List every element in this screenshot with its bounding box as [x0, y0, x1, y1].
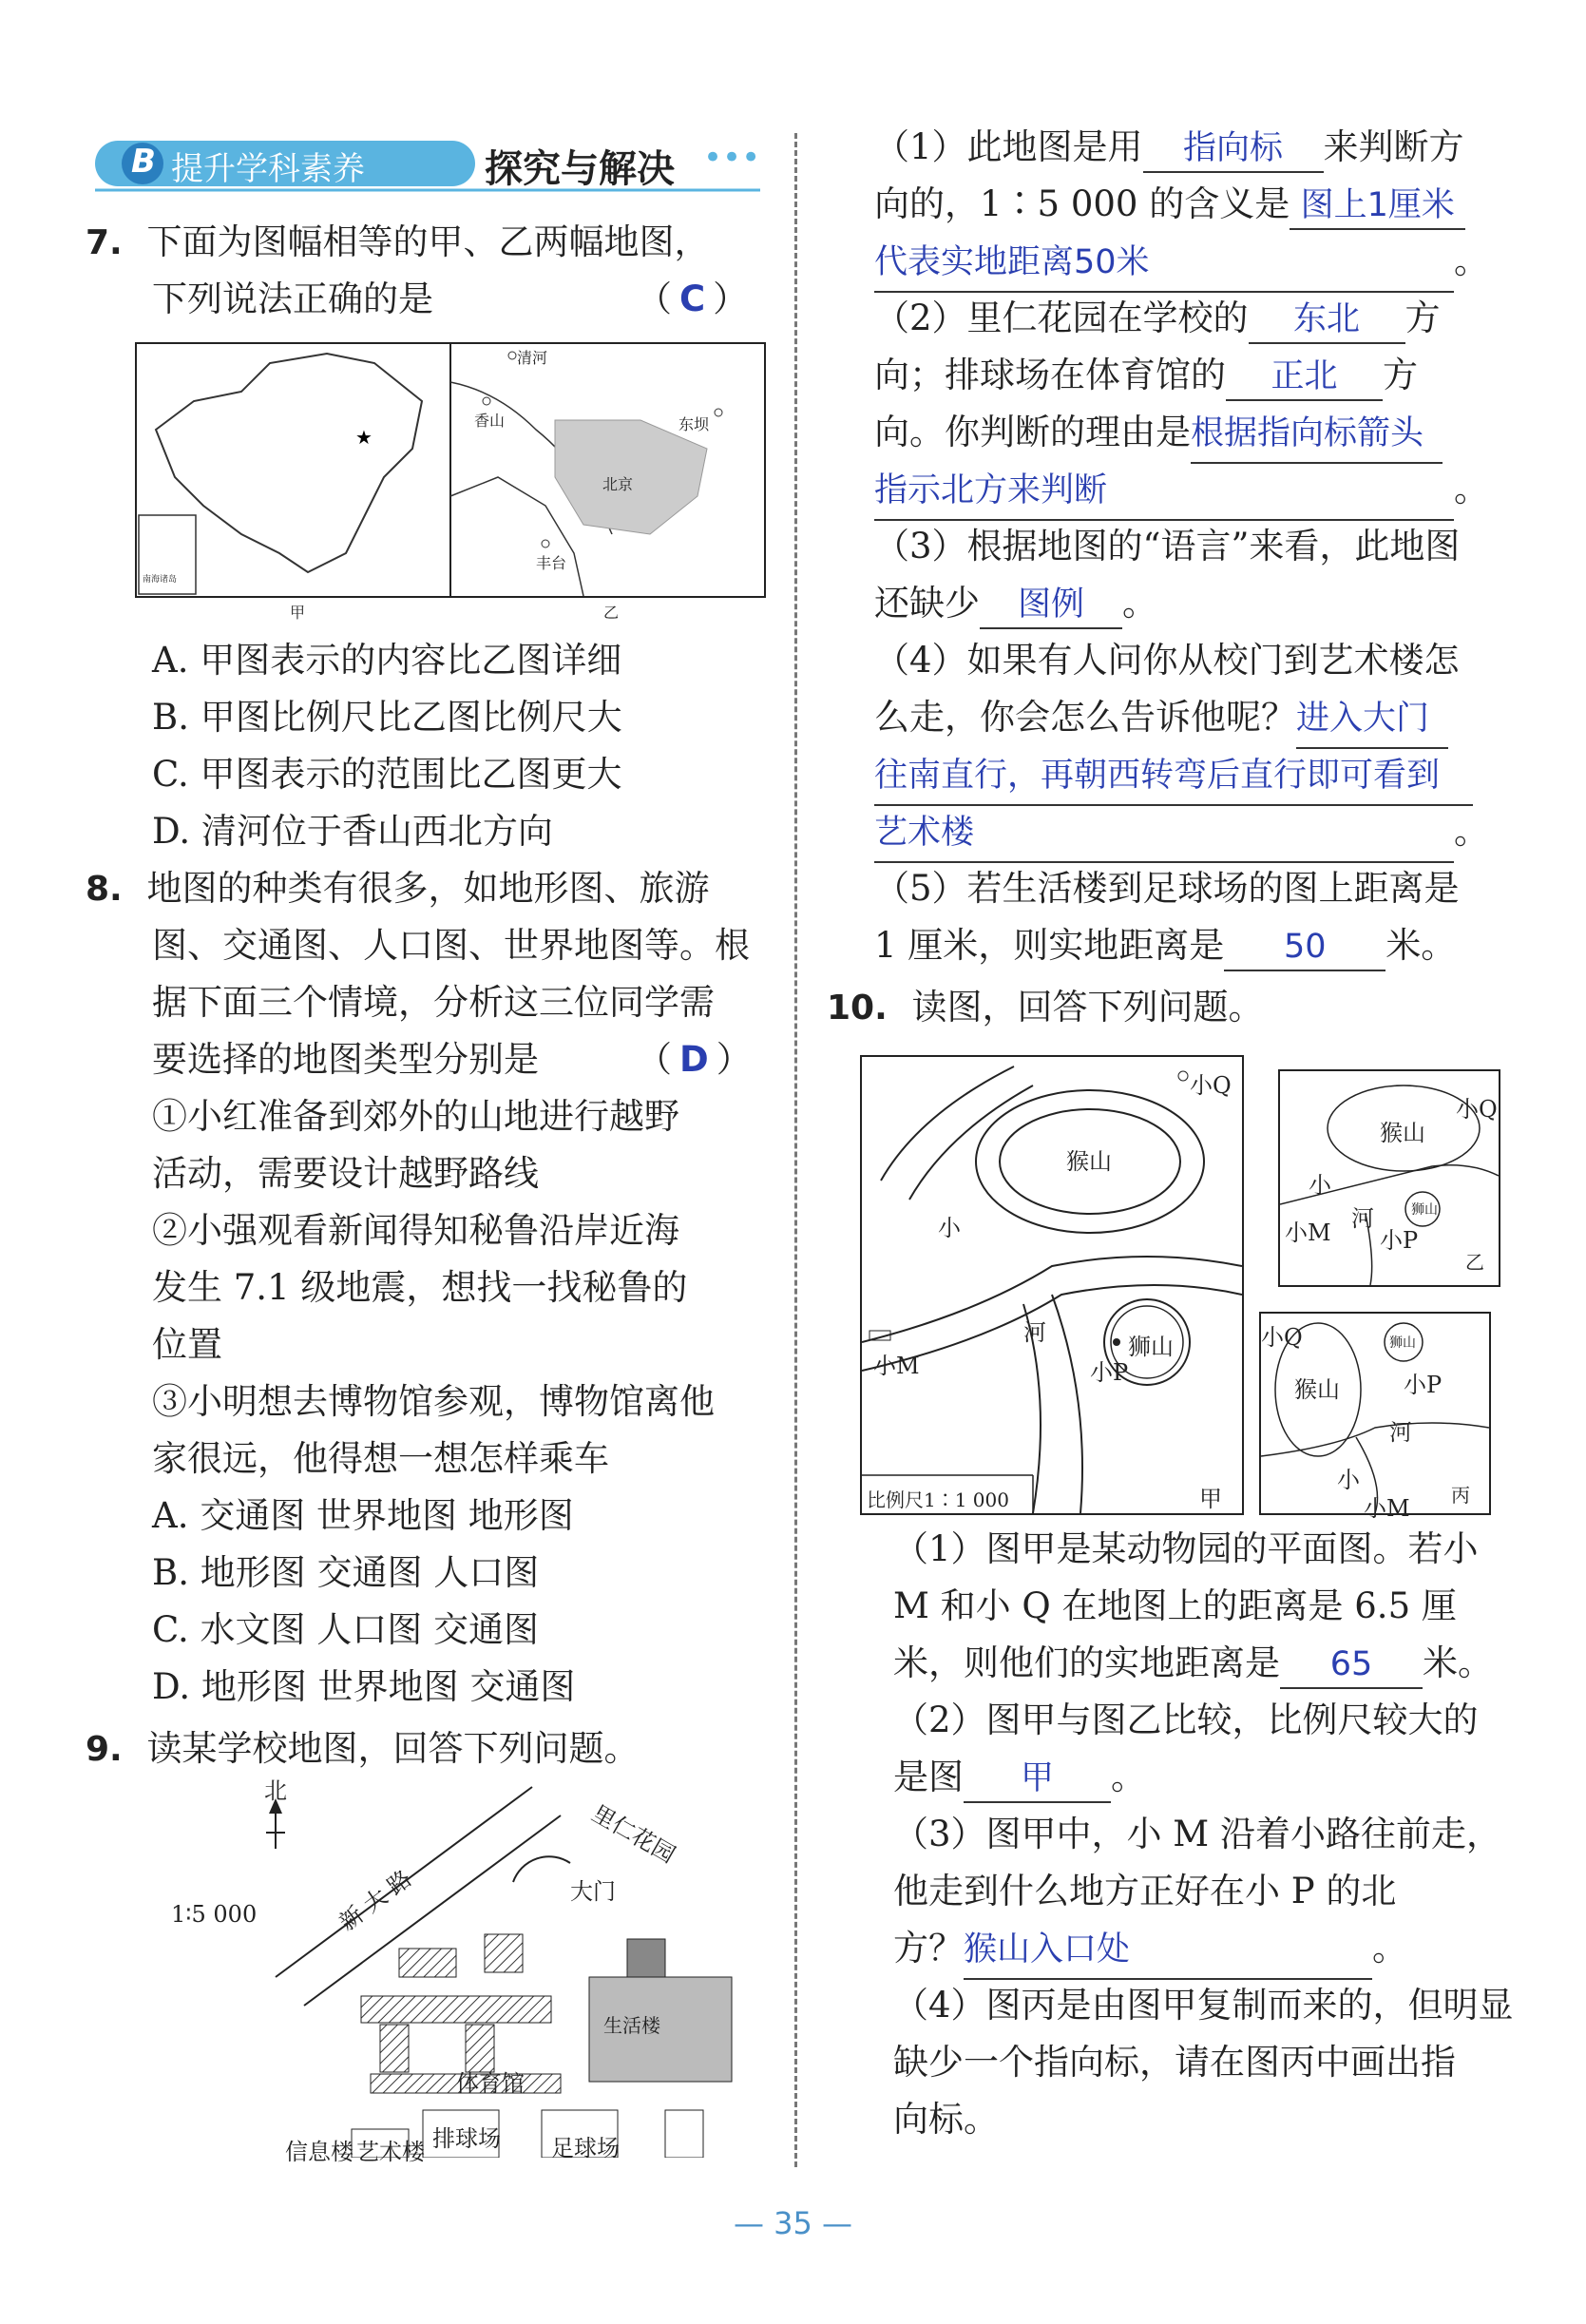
svg-text:★: ★ [355, 426, 373, 449]
q7-option-a: A. 甲图表示的内容比乙图详细 [152, 640, 622, 681]
q7-answer-paren [637, 271, 748, 328]
q10-yi-xiaop: 小P [1380, 1227, 1419, 1254]
q9-p3-answer: 图例 [980, 582, 1122, 629]
q10-p1-answer: 65 [1280, 1642, 1423, 1689]
paren-open: （ [637, 1039, 672, 1080]
q10-p1-text-d: 米。 [1423, 1642, 1493, 1683]
q10-map-jia-graphic [862, 1057, 1242, 1513]
q8-option-b: B. 地形图 交通图 人口图 [152, 1552, 540, 1593]
q7-answer: C [679, 278, 706, 319]
q9-p2-text-c: 向；排球场在体育馆的 [874, 355, 1226, 395]
q7-stem-line1 [86, 214, 710, 272]
q9-p1-answer2b: 代表实地距离50米 [874, 234, 1454, 293]
paren-close: ） [716, 1039, 752, 1080]
q9-p4-answer2: 往南直行，再朝西转弯后直行即可看到 [874, 747, 1473, 806]
q9-map-gym: 体育馆 [456, 2070, 525, 2097]
q9-part5-line2 [874, 917, 1456, 974]
q10-stem-text: 读图，回答下列问题。 [911, 987, 1264, 1028]
q9-map-art: 艺术楼 [356, 2139, 425, 2165]
q10-yi-xiao: 小 [1309, 1172, 1331, 1199]
q8-text1: 地图的种类有很多，如地形图、旅游 [146, 868, 710, 909]
q9-school-map [171, 1777, 779, 2165]
q10-part1-line3 [893, 1635, 1493, 1692]
q8-option-d: D. 地形图 世界地图 交通图 [152, 1666, 576, 1707]
column-divider [794, 133, 797, 2167]
q10-bing-houshan: 猴山 [1294, 1376, 1340, 1403]
q7-option-c: C. 甲图表示的范围比乙图更大 [152, 754, 622, 795]
q9-p4-text-b: 么走，你会怎么告诉他呢？ [874, 697, 1296, 738]
q9-p2-text-e: 向。你判断的理由是 [874, 412, 1191, 452]
q10-jia-xiaoq: 小Q [1190, 1072, 1232, 1099]
section-banner [95, 133, 760, 194]
q9-number: 9. [86, 1730, 123, 1769]
period: 。 [1454, 811, 1489, 852]
q10-p2-answer: 甲 [964, 1756, 1111, 1803]
q10-part2-line1: （2）图甲与图乙比较，比例尺较大的 [893, 1700, 1479, 1740]
q10-number: 10. [827, 989, 888, 1028]
q10-p1-text-c: 米，则他们的实地距离是 [893, 1642, 1280, 1683]
period: 。 [1372, 1928, 1407, 1969]
q9-part1-line3 [874, 233, 1489, 293]
q9-part2-line1 [874, 290, 1441, 347]
q8-scenario-3a: ③小明想去博物馆参观，博物馆离他 [152, 1381, 715, 1422]
q10-stem [827, 979, 1264, 1037]
period: 。 [1122, 583, 1157, 624]
q10-map-bing [1259, 1312, 1491, 1522]
q10-jia-houshan: 猴山 [1066, 1148, 1112, 1175]
section-subtitle: 探究与解决 [485, 147, 675, 191]
q8-answer: D [679, 1039, 709, 1080]
q9-part3-line2 [874, 575, 1157, 632]
q9-p1-answer1: 指向标 [1143, 125, 1324, 173]
q9-map-north: 北 [264, 1777, 287, 1804]
q9-p5-text-b: 1 厘米，则实地距离是 [874, 925, 1225, 966]
q8-scenario-2b: 发生 7.1 级地震，想找一找秘鲁的 [152, 1267, 688, 1308]
q8-option-a: A. 交通图 世界地图 地形图 [152, 1495, 574, 1536]
q7-maps [135, 342, 766, 598]
q7-map-right-label: 乙 [603, 604, 620, 622]
q10-yi-xiaom: 小M [1285, 1220, 1331, 1246]
q10-part4-line2: 缺少一个指向标，请在图丙中画出指 [893, 2042, 1456, 2083]
paren-close: ） [713, 278, 749, 319]
q10-p3-text-c: 方？ [893, 1928, 964, 1969]
q8-option-c: C. 水文图 人口图 交通图 [152, 1609, 540, 1650]
q7-place-beijing: 北京 [602, 475, 634, 493]
q9-map-scale: 1∶5 000 [171, 1901, 258, 1928]
q9-p1-text-c: 向的，1∶5 000 的含义是 [874, 183, 1290, 224]
q10-p2-text-b: 是图 [893, 1757, 964, 1797]
period: 。 [1111, 1757, 1146, 1797]
q8-line4: 要选择的地图类型分别是 [152, 1039, 539, 1080]
q10-bing-xiaom: 小M [1364, 1495, 1410, 1522]
q9-part3-line1: （3）根据地图的“语言”来看，此地图 [874, 526, 1461, 567]
q9-p4-answer3: 艺术楼 [874, 804, 1454, 863]
q9-map-graphic [171, 1777, 779, 2158]
page-number: — 35 — [733, 2205, 853, 2241]
period: 。 [1454, 240, 1489, 281]
q9-part4-line2 [874, 689, 1448, 749]
q7-place-qinghe: 清河 [517, 349, 548, 367]
q7-stem-line2 [152, 271, 433, 328]
q10-bing-xiaop: 小P [1404, 1372, 1443, 1398]
q9-p4-answer1: 进入大门 [1296, 690, 1448, 749]
q7-map-left-label: 甲 [290, 604, 306, 622]
q8-answer-paren [637, 1031, 752, 1088]
q10-part2-line2 [893, 1749, 1146, 1806]
q9-part2-line3 [874, 404, 1443, 464]
q9-p2-answer2: 正北 [1226, 354, 1383, 401]
q8-scenario-1b: 活动，需要设计越野路线 [152, 1153, 539, 1194]
q9-p2-text-a: （2）里仁花园在学校的 [874, 298, 1249, 338]
q10-part1-line2: M 和小 Q 在地图上的距离是 6.5 厘 [893, 1585, 1457, 1626]
q10-jia-he: 河 [1023, 1319, 1046, 1346]
q10-yi-shishan: 狮山 [1411, 1202, 1438, 1218]
q10-jia-xiaom: 小M [873, 1353, 920, 1379]
q10-yi-he: 河 [1351, 1205, 1374, 1232]
q7-map-graphic [137, 344, 764, 596]
q9-map-garden: 里仁花园 [587, 1799, 680, 1869]
section-dots: ••• [703, 139, 761, 177]
q10-yi-houshan: 猴山 [1380, 1120, 1425, 1146]
q10-part4-line3: 向标。 [893, 2099, 999, 2140]
q8-line2: 图、交通图、人口图、世界地图等。根 [152, 925, 750, 966]
q7-place-xiangshan: 香山 [474, 412, 506, 430]
q10-part3-line1: （3）图甲中，小 M 沿着小路往前走， [893, 1814, 1501, 1854]
q10-yi-xiaoq: 小Q [1456, 1096, 1498, 1123]
q9-part2-line4 [874, 461, 1489, 521]
q7-option-b: B. 甲图比例尺比乙图比例尺大 [152, 697, 622, 738]
q9-p3-text-b: 还缺少 [874, 583, 980, 624]
q7-number: 7. [86, 223, 123, 262]
q10-jia-label: 甲 [1199, 1486, 1222, 1512]
q7-stem-text1: 下面为图幅相等的甲、乙两幅地图， [146, 221, 710, 262]
q10-bing-label: 丙 [1451, 1484, 1470, 1507]
q10-jia-xiaop: 小P [1090, 1359, 1129, 1386]
q9-map-info: 信息楼 [285, 2139, 354, 2165]
q7-place-fengtai: 丰台 [536, 554, 567, 572]
paren-open: （ [637, 278, 672, 319]
q7-place-dongba: 东坝 [678, 415, 710, 433]
q8-line3: 据下面三个情境，分析这三位同学需 [152, 982, 715, 1023]
q9-stem [86, 1720, 640, 1778]
q10-jia-shishan: 狮山 [1128, 1334, 1174, 1360]
q9-part4-line3 [874, 746, 1473, 806]
q10-part3-line2: 他走到什么地方正好在小 P 的北 [893, 1871, 1397, 1911]
q9-map-volley: 排球场 [432, 2125, 501, 2152]
q10-part4-line1: （4）图丙是由图甲复制而来的，但明显 [893, 1985, 1514, 2026]
q9-map-gate: 大门 [570, 1878, 616, 1905]
q10-yi-label: 乙 [1465, 1251, 1484, 1274]
q9-p5-text-c: 米。 [1385, 925, 1457, 966]
q9-p1-text-a: （1）此地图是用 [874, 126, 1143, 167]
q9-part5-line1: （5）若生活楼到足球场的图上距离是 [874, 868, 1460, 909]
section-title: 提升学科素养 [171, 150, 365, 188]
q9-part1-line2 [874, 176, 1465, 233]
q10-map-yi [1278, 1069, 1500, 1287]
q10-bing-he: 河 [1389, 1419, 1412, 1446]
q7-place-inset: 南海诸岛 [143, 575, 178, 585]
q9-p2-answer3b: 指示北方来判断 [874, 462, 1454, 521]
q9-p2-answer3a: 根据指向标箭头 [1191, 405, 1443, 464]
q8-scenario-1a: ①小红准备到郊外的山地进行越野 [152, 1096, 679, 1137]
q10-bing-xiaoq: 小Q [1261, 1324, 1303, 1351]
q8-scenario-2c: 位置 [152, 1324, 222, 1365]
q7-stem-text2: 下列说法正确的是 [152, 278, 433, 319]
section-badge: B [131, 143, 156, 181]
q9-part1-line1 [874, 119, 1464, 176]
q9-p2-text-b: 方 [1404, 298, 1441, 338]
q9-map-football: 足球场 [551, 2135, 620, 2161]
q9-p2-text-d: 方 [1383, 355, 1418, 395]
q7-option-d: D. 清河位于香山西北方向 [152, 811, 553, 852]
q8-scenario-3b: 家很远，他得想一想怎样乘车 [152, 1438, 609, 1479]
q10-p3-answer: 猴山入口处 [964, 1921, 1372, 1980]
q9-p2-answer1: 东北 [1249, 297, 1405, 344]
period: 。 [1454, 469, 1489, 509]
q10-bing-shishan: 狮山 [1389, 1335, 1416, 1351]
q8-number: 8. [86, 870, 123, 909]
q8-scenario-2a: ②小强观看新闻得知秘鲁沿岸近海 [152, 1210, 679, 1251]
q9-p5-answer: 50 [1224, 924, 1385, 971]
q9-part2-line2 [874, 347, 1418, 404]
q10-jia-scale: 比例尺1∶1 000 [867, 1489, 1009, 1511]
q8-line1 [86, 860, 710, 918]
q9-p1-text-b: 来判断方 [1323, 126, 1464, 167]
q10-part3-line3 [893, 1920, 1407, 1980]
q9-part4-line1: （4）如果有人问你从校门到艺术楼怎 [874, 640, 1460, 681]
q9-map-life: 生活楼 [603, 2014, 660, 2037]
q9-stem-text: 读某学校地图，回答下列问题。 [146, 1728, 640, 1769]
q10-map-jia [860, 1055, 1244, 1515]
q10-jia-xiao: 小 [938, 1215, 961, 1241]
q9-p1-answer2a: 图上1厘米 [1290, 182, 1465, 230]
q10-bing-xiao: 小 [1337, 1467, 1360, 1493]
q10-part1-line1: （1）图甲是某动物园的平面图。若小 [893, 1528, 1479, 1569]
q9-map-road: 新 大 路 [334, 1865, 417, 1936]
q9-part4-line4 [874, 803, 1489, 863]
